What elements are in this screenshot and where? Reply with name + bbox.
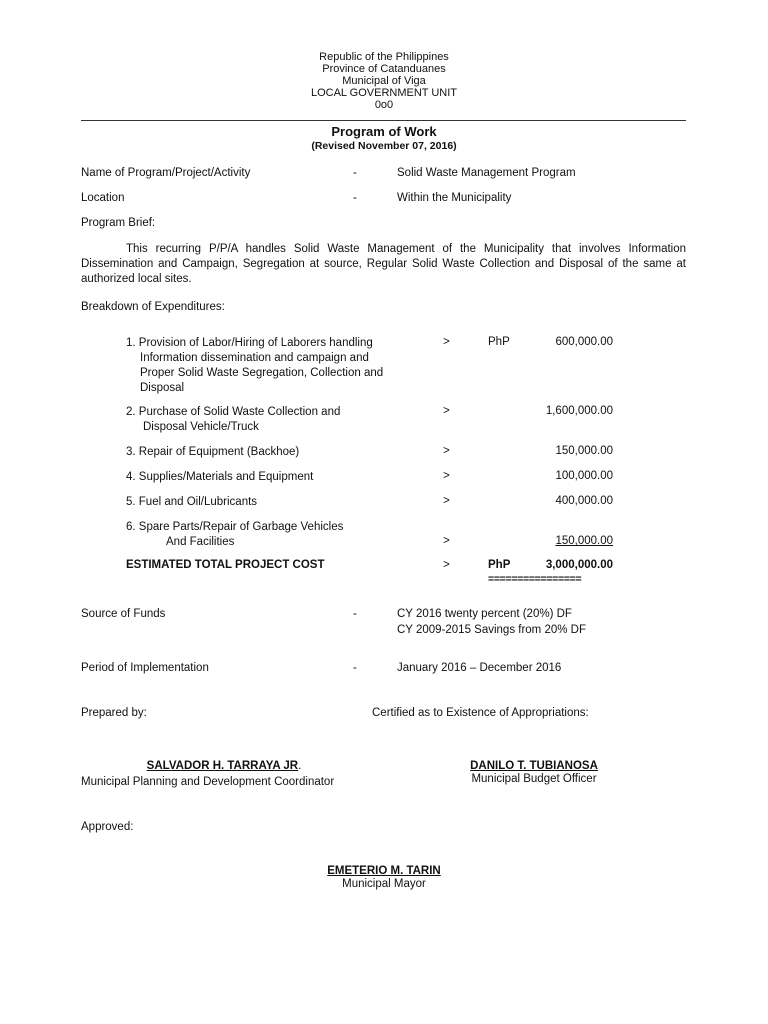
budget-officer-title: Municipal Budget Officer (471, 773, 597, 785)
preparer-signature-block: SALVADOR H. TARRAYA JR. (146, 760, 302, 772)
program-brief-label: Program Brief: (81, 217, 156, 229)
budget-officer-signature-block (420, 760, 648, 785)
approved-label: Approved: (81, 821, 134, 833)
page-title: Program of Work (331, 124, 437, 139)
location-separator: - (353, 192, 357, 204)
location-label: Location (81, 192, 125, 204)
item-3-amount: 150,000.00 (555, 445, 613, 457)
period-label: Period of Implementation (81, 662, 209, 674)
item-1-line-1: 1. Provision of Labor/Hiring of Laborers handling (126, 337, 373, 349)
preparer-title: Municipal Planning and Development Coordinator (81, 776, 335, 788)
header-lgu: LOCAL GOVERNMENT UNIT (310, 87, 458, 99)
item-6-amount: 150,000.00 (555, 535, 613, 547)
preparer-name: SALVADOR H. TARRAYA JR (146, 760, 299, 772)
revision-date: (Revised November 07, 2016) (311, 140, 457, 152)
total-label: ESTIMATED TOTAL PROJECT COST (126, 559, 325, 571)
expenditure-item-1 (126, 336, 383, 396)
item-2-amount: 1,600,000.00 (545, 405, 613, 417)
item-6-line-2: And Facilities (166, 536, 235, 548)
header-province: Province of Catanduanes (322, 63, 446, 75)
header-republic: Republic of the Philippines (319, 51, 449, 63)
mayor-title: Municipal Mayor (342, 878, 426, 890)
prepared-by-label: Prepared by: (81, 707, 147, 719)
item-5-marker: > (443, 495, 450, 507)
item-1-line-3: Proper Solid Waste Segregation, Collection and (140, 367, 384, 379)
budget-officer-name: DANILO T. TUBIANOSA (470, 760, 598, 772)
total-amount: 3,000,000.00 (545, 559, 613, 571)
source-of-funds-separator: - (353, 608, 357, 620)
mayor-signature-block (0, 865, 768, 890)
item-1-marker: > (443, 336, 450, 348)
breakdown-label: Breakdown of Expenditures: (81, 301, 225, 313)
program-name-label: Name of Program/Project/Activity (81, 167, 251, 179)
item-3-marker: > (443, 445, 450, 457)
mayor-name: EMETERIO M. TARIN (327, 865, 441, 877)
item-1-line-4: Disposal (140, 382, 185, 394)
period-separator: - (353, 662, 357, 674)
item-4-amount: 100,000.00 (555, 470, 613, 482)
program-brief-text: This recurring P/P/A handles Solid Waste Management of the Municipality that involves Information Dissemination and Campaign, Segregation at source, Regular Solid Waste Collection and Disposal of the same at authorized local sites. (81, 243, 686, 285)
expenditure-item-2 (126, 405, 340, 435)
header-ornament: 0o0 (374, 99, 394, 111)
item-2-line-1: 2. Purchase of Solid Waste Collection and (126, 406, 341, 418)
period-value: January 2016 – December 2016 (397, 662, 562, 674)
expenditure-item-6 (126, 520, 343, 550)
source-of-funds-label: Source of Funds (81, 608, 166, 620)
header-municipality: Municipal of Viga (342, 75, 426, 87)
total-double-rule: ================ (488, 573, 582, 585)
total-currency: PhP (488, 559, 511, 571)
location-value: Within the Municipality (397, 192, 512, 204)
source-of-funds-line-1: CY 2016 twenty percent (20%) DF (397, 608, 572, 620)
item-4-marker: > (443, 470, 450, 482)
certified-label: Certified as to Existence of Appropriations: (372, 707, 589, 719)
item-1-line-2: Information dissemination and campaign and (140, 352, 369, 364)
program-name-separator: - (353, 167, 357, 179)
item-2-line-2: Disposal Vehicle/Truck (143, 421, 259, 433)
total-marker: > (443, 559, 450, 571)
item-5-amount: 400,000.00 (555, 495, 613, 507)
item-6-line-1: 6. Spare Parts/Repair of Garbage Vehicles (126, 521, 344, 533)
program-name-value: Solid Waste Management Program (397, 167, 576, 179)
item-2-marker: > (443, 405, 450, 417)
source-of-funds-line-2: CY 2009-2015 Savings from 20% DF (397, 624, 586, 636)
expenditure-item-5: 5. Fuel and Oil/Lubricants (126, 496, 258, 508)
expenditure-item-3: 3. Repair of Equipment (Backhoe) (126, 446, 300, 458)
item-1-currency: PhP (488, 336, 510, 348)
expenditure-item-4: 4. Supplies/Materials and Equipment (126, 471, 314, 483)
item-1-amount: 600,000.00 (555, 336, 613, 348)
item-6-marker: > (443, 535, 450, 547)
header-divider (81, 120, 686, 121)
